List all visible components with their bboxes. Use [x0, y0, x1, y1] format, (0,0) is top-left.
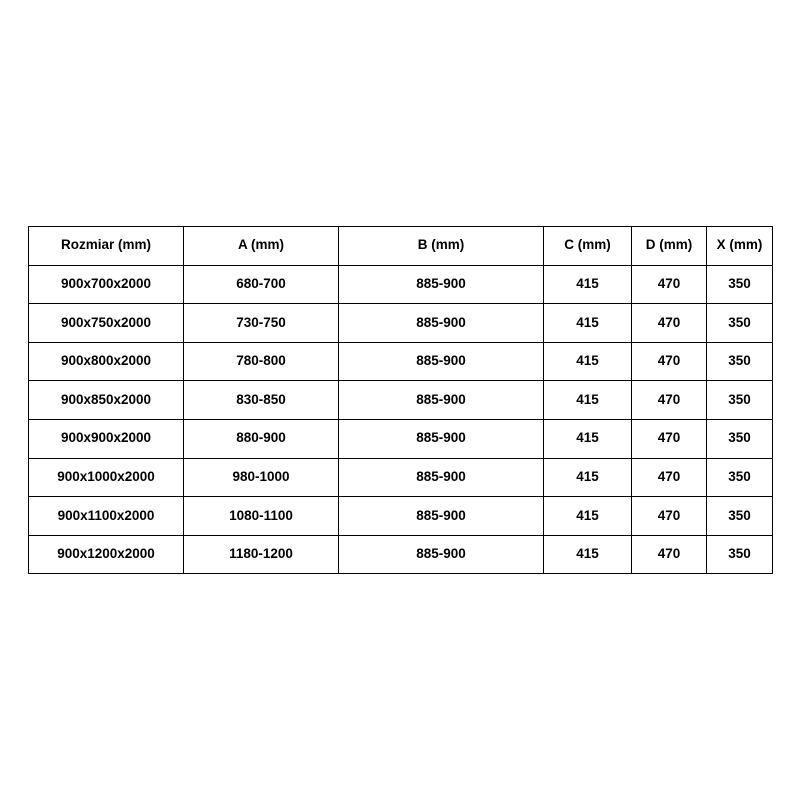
cell-d: 470: [632, 342, 707, 381]
cell-b: 885-900: [339, 381, 544, 420]
cell-b: 885-900: [339, 265, 544, 304]
table-row: [29, 265, 773, 304]
cell-b: 885-900: [339, 497, 544, 536]
cell-c: 415: [544, 265, 632, 304]
cell-c: 415: [544, 342, 632, 381]
cell-x: 350: [707, 458, 773, 497]
cell-a: 830-850: [184, 381, 339, 420]
cell-c: 415: [544, 458, 632, 497]
cell-c: 415: [544, 535, 632, 574]
cell-d: 470: [632, 497, 707, 536]
cell-b: 885-900: [339, 304, 544, 343]
cell-b: 885-900: [339, 458, 544, 497]
cell-a: 680-700: [184, 265, 339, 304]
table-row: [29, 497, 773, 536]
cell-rozmiar: 900x1200x2000: [29, 535, 184, 574]
cell-d: 470: [632, 419, 707, 458]
cell-d: 470: [632, 458, 707, 497]
cell-rozmiar: 900x900x2000: [29, 419, 184, 458]
cell-x: 350: [707, 535, 773, 574]
size-table-container: [28, 226, 772, 574]
column-header-a: A (mm): [184, 227, 339, 266]
column-header-rozmiar: Rozmiar (mm): [29, 227, 184, 266]
cell-rozmiar: 900x750x2000: [29, 304, 184, 343]
column-header-b: B (mm): [339, 227, 544, 266]
cell-c: 415: [544, 419, 632, 458]
cell-x: 350: [707, 342, 773, 381]
cell-b: 885-900: [339, 342, 544, 381]
cell-b: 885-900: [339, 419, 544, 458]
cell-a: 980-1000: [184, 458, 339, 497]
column-header-x: X (mm): [707, 227, 773, 266]
cell-d: 470: [632, 535, 707, 574]
table-header: [29, 227, 773, 266]
table-row: [29, 342, 773, 381]
cell-a: 1080-1100: [184, 497, 339, 536]
cell-rozmiar: 900x1000x2000: [29, 458, 184, 497]
cell-x: 350: [707, 381, 773, 420]
cell-x: 350: [707, 497, 773, 536]
cell-c: 415: [544, 304, 632, 343]
column-header-c: C (mm): [544, 227, 632, 266]
cell-d: 470: [632, 265, 707, 304]
cell-d: 470: [632, 381, 707, 420]
table-row: [29, 304, 773, 343]
cell-b: 885-900: [339, 535, 544, 574]
cell-c: 415: [544, 497, 632, 536]
cell-a: 730-750: [184, 304, 339, 343]
table-row: [29, 535, 773, 574]
cell-a: 880-900: [184, 419, 339, 458]
table-body: [29, 265, 773, 574]
table-header-row: [29, 227, 773, 266]
table-row: [29, 458, 773, 497]
cell-x: 350: [707, 304, 773, 343]
cell-d: 470: [632, 304, 707, 343]
cell-c: 415: [544, 381, 632, 420]
cell-x: 350: [707, 265, 773, 304]
cell-rozmiar: 900x850x2000: [29, 381, 184, 420]
cell-a: 1180-1200: [184, 535, 339, 574]
cell-x: 350: [707, 419, 773, 458]
size-table: [28, 226, 773, 574]
column-header-d: D (mm): [632, 227, 707, 266]
cell-rozmiar: 900x700x2000: [29, 265, 184, 304]
cell-rozmiar: 900x1100x2000: [29, 497, 184, 536]
cell-rozmiar: 900x800x2000: [29, 342, 184, 381]
cell-a: 780-800: [184, 342, 339, 381]
table-row: [29, 419, 773, 458]
table-row: [29, 381, 773, 420]
